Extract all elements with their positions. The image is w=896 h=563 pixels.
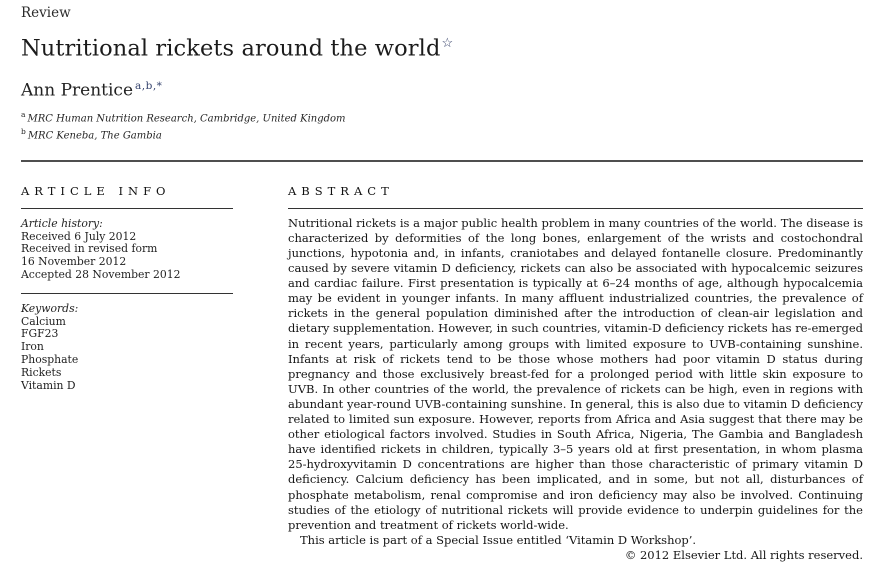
keywords-block: [21, 294, 233, 393]
affiliation-b-marker: b: [21, 126, 26, 136]
article-type-label: Review: [21, 5, 71, 21]
article-info-column: [21, 162, 233, 563]
paper-title: [21, 30, 863, 63]
affiliation-a-text: MRC Human Nutrition Research, Cambridge, United Kingdom: [27, 113, 346, 125]
keyword-item: Rickets: [21, 365, 62, 379]
abstract-body: [288, 209, 863, 563]
copyright-notice: © 2012 Elsevier Ltd. All rights reserved.: [624, 547, 863, 562]
history-line: Accepted 28 November 2012: [21, 268, 181, 281]
affiliation-a-marker: a: [21, 110, 26, 120]
paper-header: [0, 5, 896, 143]
keyword-item: Iron: [21, 340, 44, 354]
affiliations: [21, 109, 863, 143]
abstract-column: [288, 162, 863, 563]
affiliation-a: [21, 109, 863, 126]
paper-first-page: [0, 5, 896, 562]
abstract-text: Nutritional rickets is a major public health problem in many countries of the world. The disease is characterized by deformities of the long bones, enlargement of the wrists and costochondral junctions, hypotonia and, in infants, craniotabes and delayed fontanelle closure. Predominantly caused by severe vitamin D deficiency, rickets can also be associated with hypocalcemic seizures and cardiac failure. First presentation is typically at 6–24 months of age, although hypocalcemia may be evident in younger infants. In many affluent industrialized countries, the prevalence of rickets in the general population diminished after the introduction of clean-air legislation and dietary supplementation. However, in such countries, vitamin-D deficiency rickets has re-emerged in recent years, particularly among groups with limited exposure to UVB-containing sunshine. Infants at risk of rickets tend to be those whose mothers had poor vitamin D status during pregnancy and those exclusively breast-fed for a prolonged period with little skin exposure to UVB. In other countries of the world, the prevalence of rickets can be high, even in regions with abundant year-round UVB-containing sunshine. In general, this is also due to vitamin D deficiency related to limited sun exposure. However, reports from Africa and Asia suggest that there may be other etiological factors involved. Studies in South Africa, Nigeria, The Gambia and Bangladesh have identified rickets in children, typically 3–5 years old at first presentation, in whom plasma 25-hydroxyvitamin D concentrations are higher than those characteristic of primary vitamin D deficiency. Calcium deficiency has been implicated, and in some, but not all, disturbances of phosphate metabolism, renal compromise and iron deficiency may also be involved. Continuing studies of the etiology of nutritional rickets will provide evidence to underpin guidelines for the prevention and treatment of rickets world-wide.: [288, 215, 863, 532]
author-line: [21, 76, 863, 101]
history-line: Received 6 July 2012: [21, 229, 137, 243]
special-issue-note: This article is part of a Special Issue entitled ‘Vitamin D Workshop’.: [300, 532, 697, 547]
history-line: Received in revised form: [21, 242, 158, 256]
history-line: 16 November 2012: [21, 255, 127, 269]
body-columns: [21, 162, 863, 563]
article-info-heading: ARTICLE INFO: [21, 184, 233, 209]
affiliation-b: [21, 126, 863, 143]
author-name: Ann Prentice: [21, 80, 134, 101]
keyword-item: FGF23: [21, 327, 59, 341]
article-history-label: Article history:: [21, 216, 103, 230]
keyword-item: Vitamin D: [21, 378, 76, 392]
author-affiliation-superscript[interactable]: a,b,*: [135, 79, 163, 92]
title-footnote-star-icon[interactable]: ☆: [441, 36, 454, 51]
affiliation-b-text: MRC Keneba, The Gambia: [27, 130, 162, 142]
keyword-item: Calcium: [21, 314, 66, 328]
article-history-block: [21, 209, 233, 294]
keyword-item: Phosphate: [21, 352, 79, 366]
keywords-label: Keywords:: [21, 301, 79, 315]
paper-title-text: Nutritional rickets around the world: [21, 35, 441, 62]
abstract-heading: ABSTRACT: [288, 184, 863, 209]
